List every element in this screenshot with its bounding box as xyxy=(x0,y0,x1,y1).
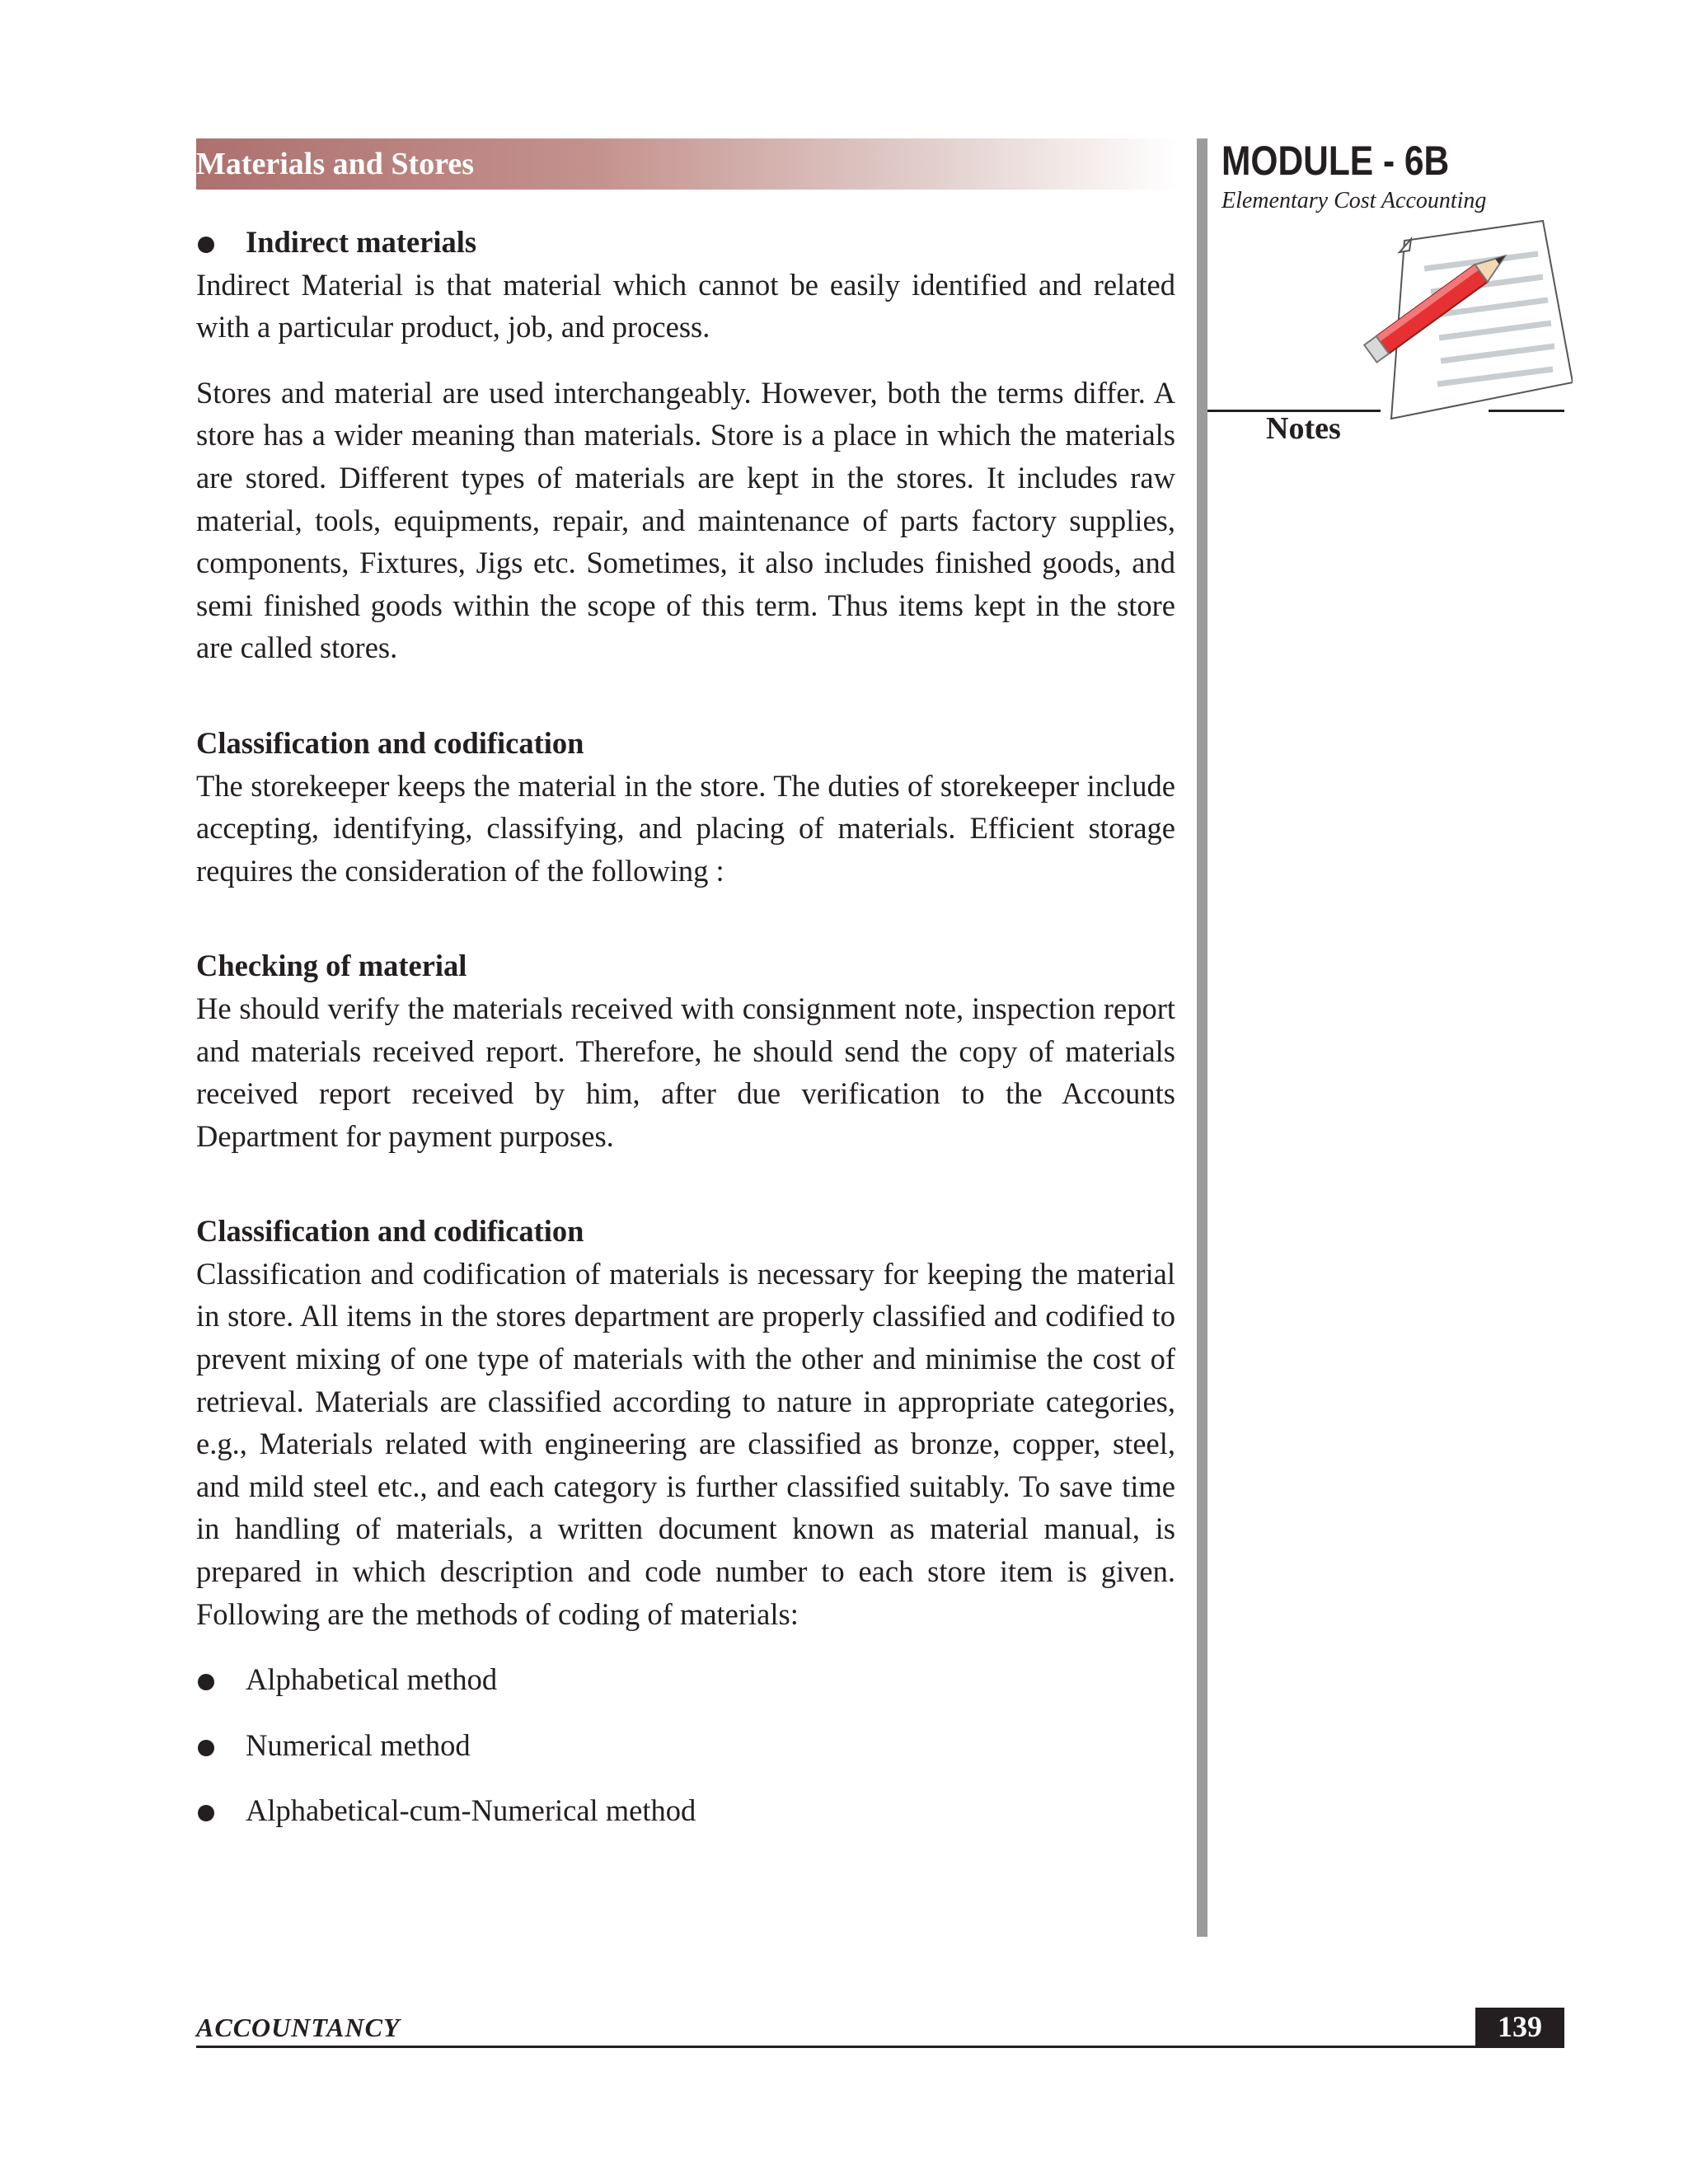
page-number: 139 xyxy=(1475,2008,1564,2046)
classification-paragraph-1: The storekeeper keeps the material in the store. The duties of storekeeper include accepting, identifying, classifying, and placing of materials. Efficient storage requires the consideration of the following : xyxy=(196,768,1175,888)
classification-paragraph-2: Classification and codification of materials is necessary for keeping the material in store. All items in the stores department are properly classified and codified to prevent mixing of one type of materials with the other and minimise the cost of retrieval. Materials are classified according to nature in appropriate categories, e.g., Materials related with engineering are classified as bronze, copper, steel, and mild steel etc., and each category is further classified suitably. To save time in handling of materials, a written document known as material manual, is prepared in which description and code number to each store item is given. Following are the methods of coding of materials: xyxy=(196,1256,1175,1631)
module-label: MODULE - 6B xyxy=(1221,138,1450,184)
method-label: Alphabetical-cum-Numerical method xyxy=(246,1793,696,1828)
notes-rule-right xyxy=(1489,410,1564,412)
footer-subject: ACCOUNTANCY xyxy=(196,2013,401,2042)
sidebar-divider xyxy=(1197,138,1207,1937)
checking-heading: Checking of material xyxy=(196,949,467,983)
list-item xyxy=(196,1789,1175,1832)
bullet-icon xyxy=(198,1740,214,1756)
coding-methods-list xyxy=(196,1658,1175,1832)
module-subtitle: Elementary Cost Accounting xyxy=(1221,188,1487,213)
method-label: Numerical method xyxy=(246,1727,471,1762)
notes-label: Notes xyxy=(1266,411,1341,446)
checking-paragraph: He should verify the materials received with consignment note, inspection report and materials received report. Therefore, he should send the copy of materials received report received by him, after due verification to the Accounts Department for payment purposes. xyxy=(196,991,1175,1153)
classification-heading-2: Classification and codification xyxy=(196,1214,584,1249)
bullet-icon xyxy=(198,1674,214,1690)
bullet-icon xyxy=(198,1805,214,1821)
main-content xyxy=(196,221,1175,1832)
list-item xyxy=(196,1724,1175,1767)
section-title: Materials and Stores xyxy=(196,147,475,181)
bullet-icon xyxy=(198,237,214,253)
bullet-heading-indirect xyxy=(196,221,1175,264)
list-item xyxy=(196,1658,1175,1701)
method-label: Alphabetical method xyxy=(246,1662,498,1697)
stores-paragraph: Stores and material are used interchangeably. However, both the terms differ. A store has a wider meaning than materials. Store is a place in which the materials are stored. Different types of materials are kept in the stores. It includes raw material, tools, equipments, repair, and maintenance of parts factory supplies, components, Fixtures, Jigs etc. Sometimes, it also includes finished goods, and semi finished goods within the scope of this term. Thus items kept in the store are called stores. xyxy=(196,375,1175,665)
indirect-paragraph: Indirect Material is that material which cannot be easily identified and related with a particular product, job, and process. xyxy=(196,267,1175,344)
classification-heading-1: Classification and codification xyxy=(196,725,584,760)
indirect-heading: Indirect materials xyxy=(246,225,477,259)
notepad-pencil-icon xyxy=(1358,211,1573,450)
footer-rule xyxy=(196,2046,1564,2048)
